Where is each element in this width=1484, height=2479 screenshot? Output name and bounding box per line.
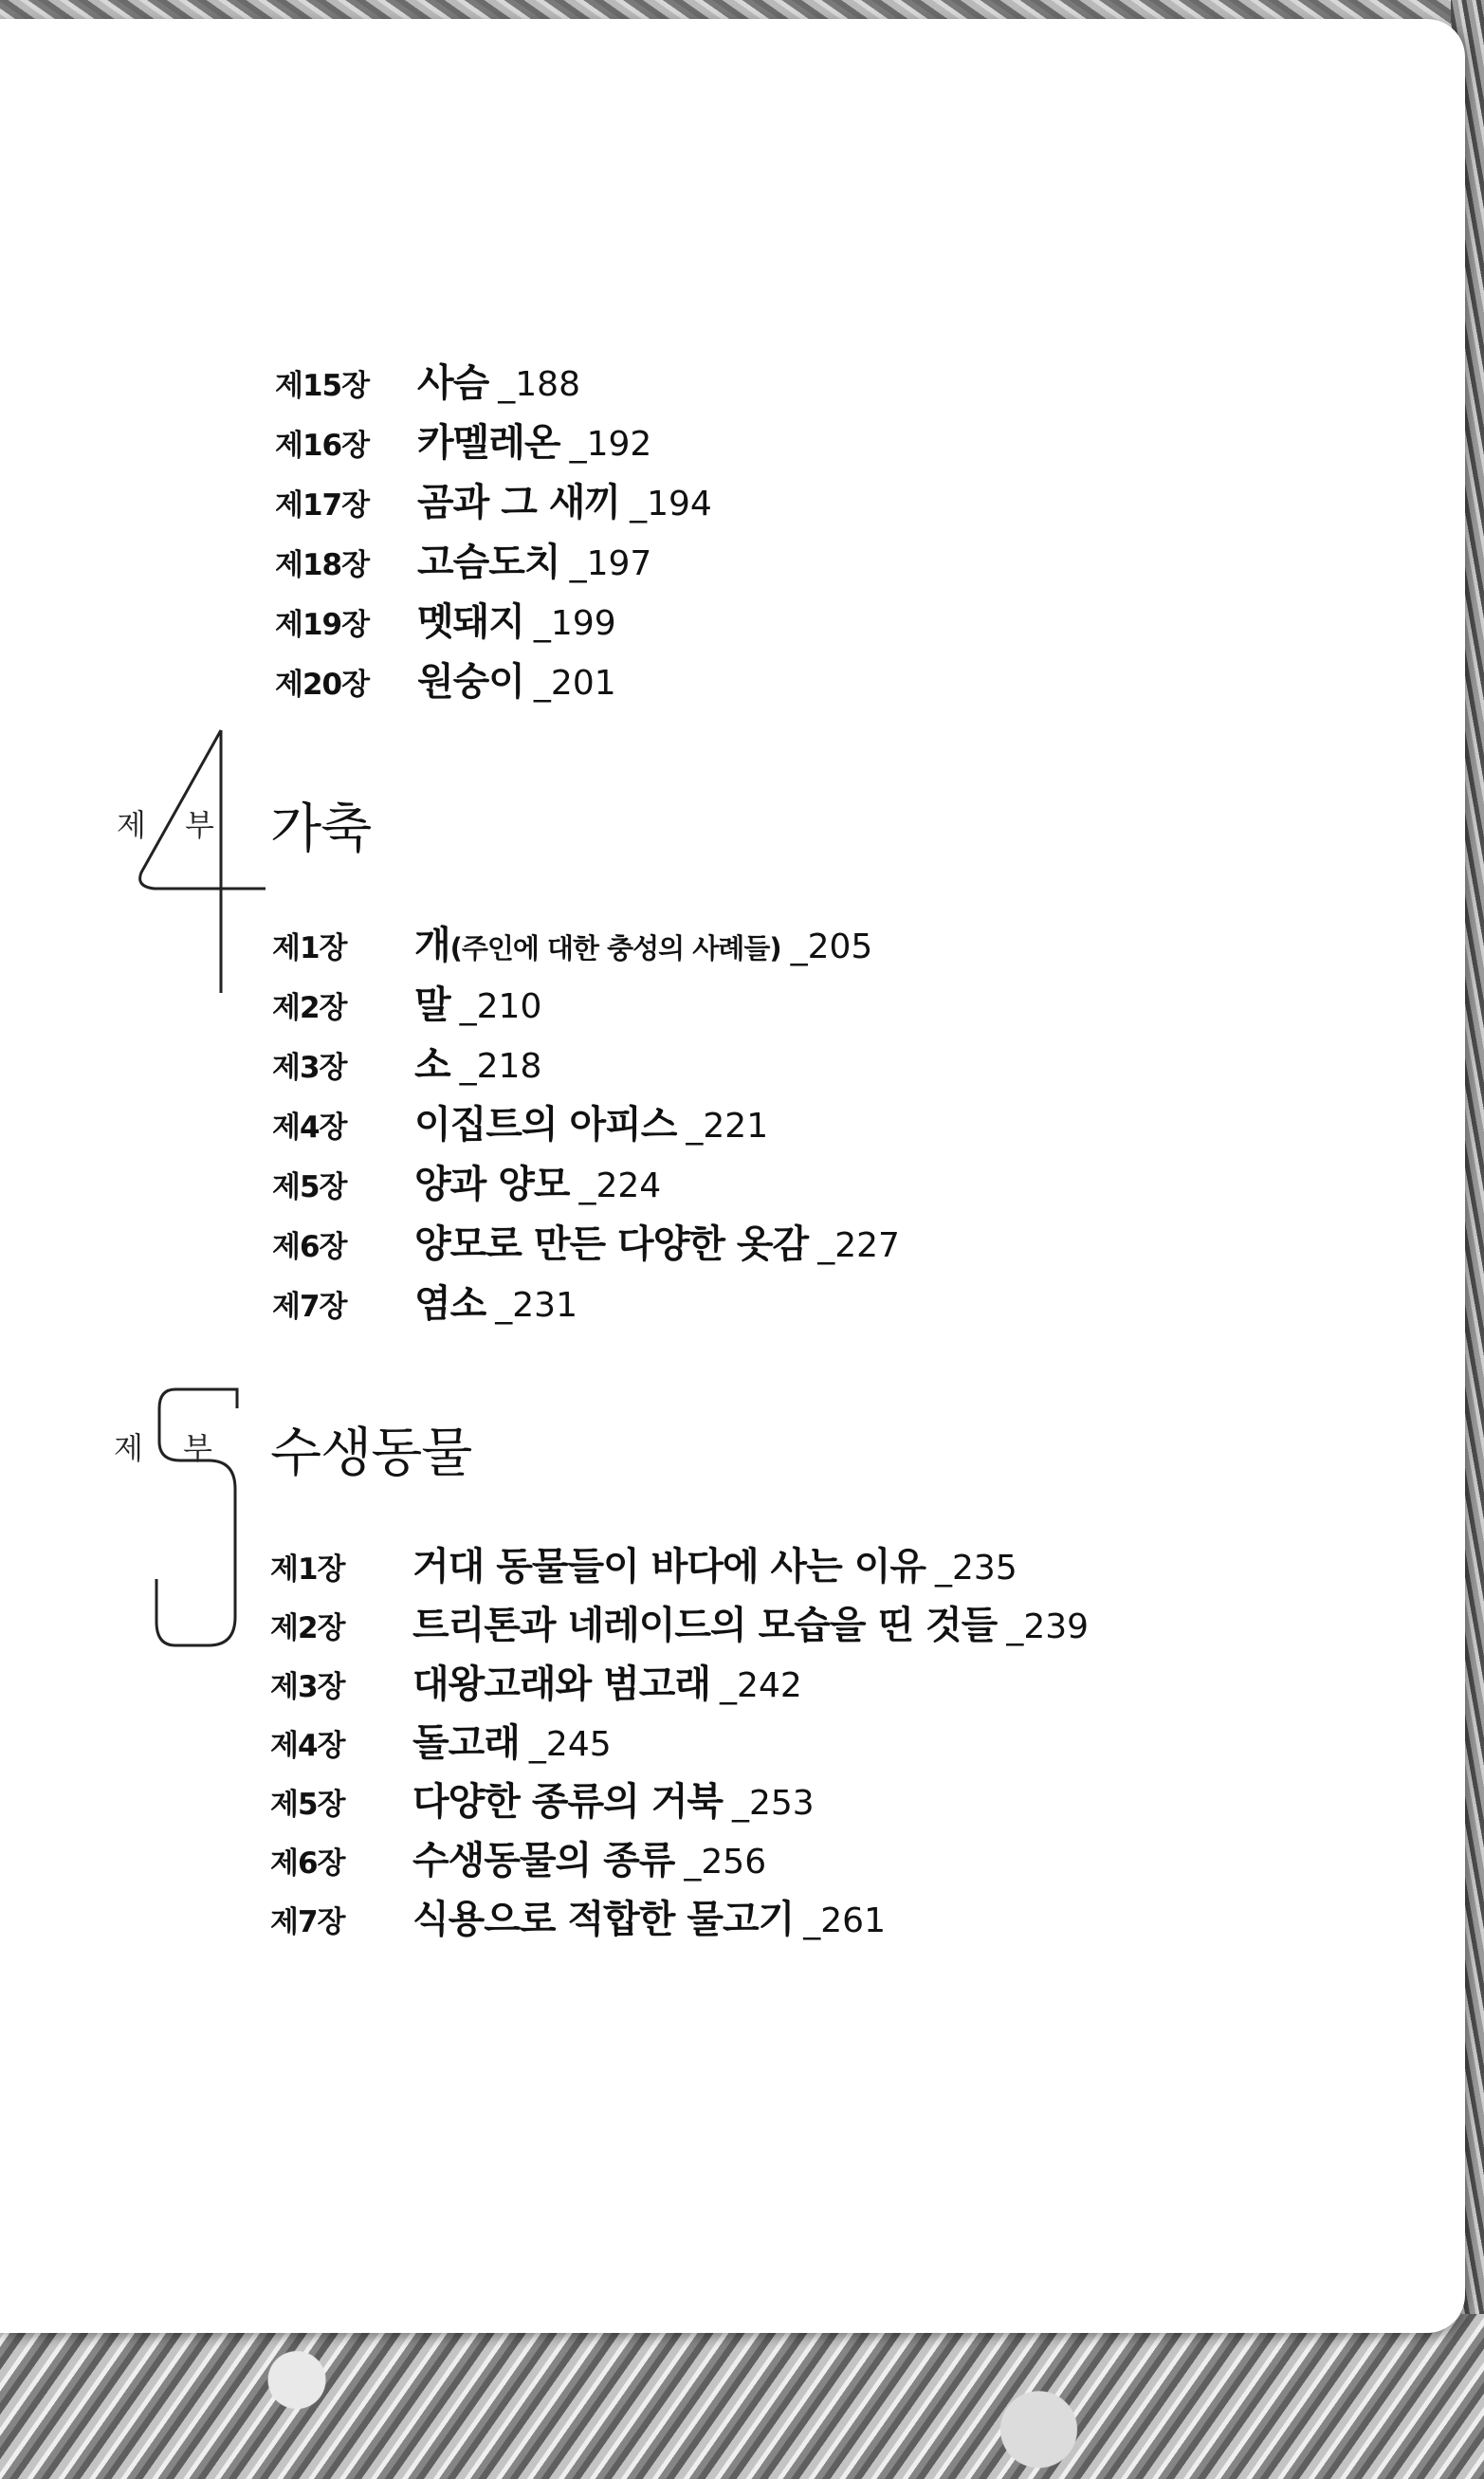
chapter-title: 다양한 종류의 거북 — [412, 1780, 723, 1824]
chapter-number: 제19장 — [275, 608, 370, 642]
chapter-number: 제4장 — [272, 1111, 347, 1145]
chapter-number: 제1장 — [270, 1552, 345, 1587]
toc-entry — [275, 413, 651, 468]
page-number: _199 — [533, 604, 616, 643]
toc-entry — [270, 1830, 766, 1885]
page-number: _224 — [578, 1166, 662, 1205]
chapter-title: 거대 동물들이 바다에 사는 이유 — [412, 1545, 926, 1588]
part-number-4-graphic — [128, 725, 270, 996]
toc-entry — [270, 1772, 815, 1827]
chapter-number: 제5장 — [272, 1170, 347, 1204]
book-page — [0, 19, 1465, 2333]
chapter-title: 사슴 — [417, 361, 489, 405]
page-number: _231 — [495, 1286, 577, 1325]
part-label-bu: 부 — [185, 807, 214, 843]
page-number: _197 — [569, 544, 652, 583]
toc-entry — [275, 353, 580, 408]
chapter-number: 제3장 — [272, 1051, 347, 1085]
toc-entry — [270, 1536, 1017, 1591]
toc-entry — [272, 975, 541, 1030]
page-number: _245 — [528, 1725, 612, 1764]
page-number: _192 — [569, 425, 652, 464]
chapter-number: 제7장 — [272, 1290, 347, 1324]
part-label-je: 제 — [114, 1430, 143, 1466]
page-number: _194 — [630, 485, 712, 523]
part-title: 수생동물 — [270, 1423, 472, 1484]
page-number: _256 — [684, 1843, 767, 1882]
part-label-bu: 부 — [183, 1430, 212, 1466]
chapter-title: 말 — [414, 983, 450, 1027]
part-title: 가축 — [270, 799, 372, 860]
toc-entry — [272, 1154, 661, 1209]
chapter-title: 양모로 만든 다양한 옷감 — [414, 1222, 809, 1266]
chapter-number: 제7장 — [270, 1905, 345, 1939]
chapter-number: 제4장 — [270, 1729, 345, 1763]
chapter-title: 카멜레온 — [417, 421, 560, 465]
toc-entry — [272, 1035, 541, 1090]
page-number: _261 — [803, 1901, 886, 1940]
chapter-number: 제2장 — [270, 1611, 345, 1645]
toc-entry — [275, 472, 712, 527]
page-number: _201 — [533, 664, 616, 703]
chapter-number: 제15장 — [275, 369, 370, 403]
page-number: _235 — [935, 1549, 1017, 1588]
chapter-title-note: (주인에 대한 충성의 사례들) — [449, 932, 781, 964]
chapter-number: 제5장 — [270, 1788, 345, 1822]
chapter-title: 소 — [414, 1043, 450, 1087]
chapter-number: 제1장 — [272, 931, 347, 965]
chapter-title: 곰과 그 새끼 — [417, 481, 621, 524]
toc-entry — [270, 1595, 1089, 1650]
chapter-number: 제2장 — [272, 991, 347, 1025]
toc-entry — [275, 592, 616, 647]
part-label-je: 제 — [117, 807, 146, 843]
toc-entry — [270, 1654, 802, 1709]
chapter-number: 제6장 — [270, 1846, 345, 1881]
page-number: _210 — [459, 987, 542, 1026]
chapter-title: 개 — [414, 924, 450, 967]
toc-entry — [275, 532, 651, 587]
page-number: _242 — [720, 1666, 802, 1705]
chapter-title: 이집트의 아피스 — [414, 1103, 677, 1147]
page-number: _239 — [1006, 1607, 1090, 1646]
chapter-title: 멧돼지 — [417, 600, 524, 644]
chapter-title: 트리톤과 네레이드의 모습을 띤 것들 — [412, 1604, 998, 1647]
chapter-title: 고슴도치 — [417, 541, 560, 584]
chapter-number: 제3장 — [270, 1670, 345, 1704]
chapter-title: 양과 양모 — [414, 1163, 570, 1206]
toc-entry — [275, 652, 616, 707]
chapter-number: 제18장 — [275, 548, 370, 582]
chapter-title: 염소 — [414, 1282, 486, 1326]
chapter-title: 수생동물의 종류 — [412, 1839, 675, 1882]
page-number: _227 — [817, 1226, 900, 1265]
toc-entry — [272, 1094, 768, 1149]
page-number: _221 — [686, 1107, 769, 1146]
toc-entry — [272, 915, 872, 970]
toc-entry — [272, 1214, 900, 1269]
chapter-title: 원숭이 — [417, 660, 524, 704]
toc-entry — [270, 1713, 612, 1768]
chapter-title: 식용으로 적합한 물고기 — [412, 1898, 795, 1941]
chapter-title: 돌고래 — [412, 1721, 520, 1765]
chapter-title: 대왕고래와 범고래 — [412, 1662, 711, 1706]
background-texture-bottom — [0, 2314, 1484, 2479]
chapter-number: 제20장 — [275, 668, 370, 702]
chapter-number: 제17장 — [275, 488, 370, 523]
page-number: _253 — [731, 1784, 815, 1823]
page-number: _188 — [498, 365, 580, 404]
chapter-number: 제6장 — [272, 1230, 347, 1264]
chapter-number: 제16장 — [275, 429, 370, 463]
toc-entry — [272, 1274, 577, 1329]
page-number: _205 — [790, 927, 873, 966]
toc-entry — [270, 1889, 886, 1944]
page-number: _218 — [459, 1047, 542, 1086]
